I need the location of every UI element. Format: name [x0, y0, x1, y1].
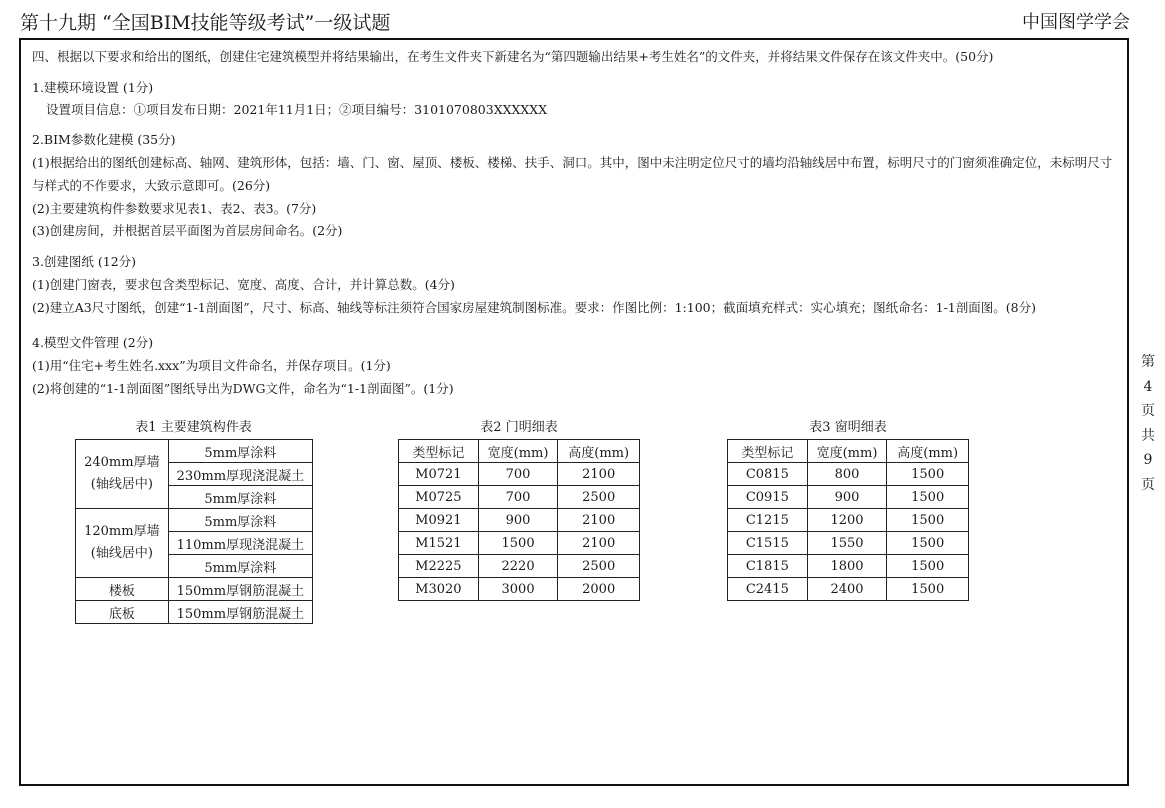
table-header-row	[399, 440, 640, 463]
table3-cell: 1500	[887, 532, 969, 555]
page-indicator	[1140, 350, 1156, 497]
section-3-line-2: (2)建立A3尺寸图纸，创建“1-1剖面图”，尺寸、标高、轴线等标注须符合国家房屋建筑制图标准。要求：作图比例：1:100；截面填充样式：实心填充；图纸命名：1-1剖面图。(8分)	[32, 300, 1036, 315]
table2-cell: M3020	[399, 578, 479, 601]
table1-layer: 5mm厚涂料	[168, 509, 312, 532]
section-3-title: 3.创建图纸 (12分)	[32, 254, 137, 269]
table2-cell: 2500	[558, 486, 640, 509]
table1-caption: 表1 主要建筑构件表	[135, 420, 252, 435]
table1-layer: 230mm厚现浇混凝土	[168, 463, 312, 486]
table2-cell: M0721	[399, 463, 479, 486]
page-char: 第	[1141, 354, 1155, 370]
page-char: 页	[1141, 403, 1155, 419]
table2-cell: 2100	[558, 509, 640, 532]
section-2-line-2: (2)主要建筑构件参数要求见表1、表2、表3。(7分)	[32, 201, 317, 216]
exam-title: 第十九期 “全国BIM技能等级考试”一级试题	[20, 12, 391, 34]
table1-group-label: 240mm厚墙	[84, 455, 160, 470]
table3-cell: C1515	[728, 532, 808, 555]
table1-group-sub: (轴线居中)	[90, 546, 153, 561]
table1-row-value: 150mm厚钢筋混凝土	[168, 601, 312, 624]
question-intro: 四、根据以下要求和给出的图纸，创建住宅建筑模型并将结果输出，在考生文件夹下新建名为“第四题输出结果+考生姓名”的文件夹，并将结果文件保存在该文件夹中。(50分)	[32, 49, 994, 64]
table2-cell: 700	[478, 463, 558, 486]
table3-cell: 1500	[887, 486, 969, 509]
table3-cell: 800	[807, 463, 887, 486]
table1-group-label: 120mm厚墙	[84, 524, 160, 539]
section-4-title: 4.模型文件管理 (2分)	[32, 335, 154, 350]
table2-cell: 1500	[478, 532, 558, 555]
table1-row-name: 底板	[76, 601, 169, 624]
section-4-line-2: (2)将创建的“1-1剖面图”图纸导出为DWG文件，命名为“1-1剖面图”。(1分)	[32, 381, 454, 396]
page-char: 9	[1143, 452, 1153, 468]
table-row	[728, 463, 969, 486]
table3-cell: 1550	[807, 532, 887, 555]
organization-name: 中国图学学会	[1022, 12, 1130, 33]
table-row	[728, 578, 969, 601]
table3-caption: 表3 窗明细表	[809, 420, 887, 435]
table2-cell: 2100	[558, 463, 640, 486]
table-row	[728, 532, 969, 555]
table3-window-schedule	[727, 439, 969, 601]
table1-layer: 5mm厚涂料	[168, 486, 312, 509]
section-3-line-1: (1)创建门窗表，要求包含类型标记、宽度、高度、合计，并计算总数。(4分)	[32, 277, 455, 292]
table2-cell: 2000	[558, 578, 640, 601]
table1-group-name	[76, 440, 169, 509]
table-row	[399, 509, 640, 532]
table2-cell: 700	[478, 486, 558, 509]
table3-cell: 1200	[807, 509, 887, 532]
table3-cell: C1815	[728, 555, 808, 578]
table3-cell: C0915	[728, 486, 808, 509]
table1-row-value: 150mm厚钢筋混凝土	[168, 578, 312, 601]
table2-header: 高度(mm)	[558, 440, 640, 463]
section-1-line-1: 设置项目信息：①项目发布日期：2021年11月1日；②项目编号：3101070803XXXXXX	[46, 102, 548, 117]
table1-group-sub: (轴线居中)	[90, 477, 153, 492]
table-row	[728, 509, 969, 532]
section-1-title: 1.建模环境设置 (1分)	[32, 80, 154, 95]
table1-layer: 110mm厚现浇混凝土	[168, 532, 312, 555]
table-header-row	[728, 440, 969, 463]
table-row	[76, 578, 313, 601]
table1-components	[75, 439, 313, 624]
section-2-line-1b: 与样式的不作要求，大致示意即可。(26分)	[32, 178, 271, 193]
table3-cell: 900	[807, 486, 887, 509]
section-2-line-1: (1)根据给出的图纸创建标高、轴网、建筑形体，包括：墙、门、窗、屋顶、楼板、楼梯、扶手、洞口。其中，图中未注明定位尺寸的墙均沿轴线居中布置，标明尺寸的门窗须准确定位，未标明尺寸	[32, 155, 1113, 170]
table3-cell: 1500	[887, 578, 969, 601]
table3-cell: 1800	[807, 555, 887, 578]
table2-header: 宽度(mm)	[478, 440, 558, 463]
table2-cell: 2220	[478, 555, 558, 578]
section-4-line-1: (1)用“住宅+考生姓名.xxx”为项目文件命名，并保存项目。(1分)	[32, 358, 391, 373]
table-row	[728, 486, 969, 509]
table2-cell: 900	[478, 509, 558, 532]
table3-cell: C2415	[728, 578, 808, 601]
section-2-title: 2.BIM参数化建模 (35分)	[32, 132, 176, 147]
table3-cell: C1215	[728, 509, 808, 532]
table3-cell: 1500	[887, 463, 969, 486]
table-row	[399, 486, 640, 509]
table3-cell: 1500	[887, 509, 969, 532]
table3-header: 类型标记	[728, 440, 808, 463]
table3-header: 宽度(mm)	[807, 440, 887, 463]
table1-group-name	[76, 509, 169, 578]
table2-cell: 2500	[558, 555, 640, 578]
table-row	[76, 440, 313, 463]
table-row	[399, 532, 640, 555]
table3-cell: 1500	[887, 555, 969, 578]
table2-caption: 表2 门明细表	[480, 420, 558, 435]
table-row	[399, 555, 640, 578]
table3-cell: 2400	[807, 578, 887, 601]
table1-row-name: 楼板	[76, 578, 169, 601]
table1-layer: 5mm厚涂料	[168, 555, 312, 578]
table-row	[76, 601, 313, 624]
section-2-line-3: (3)创建房间，并根据首层平面图为首层房间命名。(2分)	[32, 223, 343, 238]
table-row	[76, 509, 313, 532]
table2-cell: M2225	[399, 555, 479, 578]
table2-cell: 3000	[478, 578, 558, 601]
table2-cell: 2100	[558, 532, 640, 555]
table2-cell: M0725	[399, 486, 479, 509]
table1-layer: 5mm厚涂料	[168, 440, 312, 463]
table-row	[399, 463, 640, 486]
table2-cell: M1521	[399, 532, 479, 555]
table3-header: 高度(mm)	[887, 440, 969, 463]
page-char: 共	[1141, 427, 1155, 444]
table2-door-schedule	[398, 439, 640, 601]
table2-header: 类型标记	[399, 440, 479, 463]
page-char: 4	[1143, 378, 1153, 395]
page-char: 页	[1141, 476, 1155, 493]
table-row	[399, 578, 640, 601]
table2-cell: M0921	[399, 509, 479, 532]
table-row	[728, 555, 969, 578]
question-frame	[19, 38, 1129, 786]
table3-cell: C0815	[728, 463, 808, 486]
